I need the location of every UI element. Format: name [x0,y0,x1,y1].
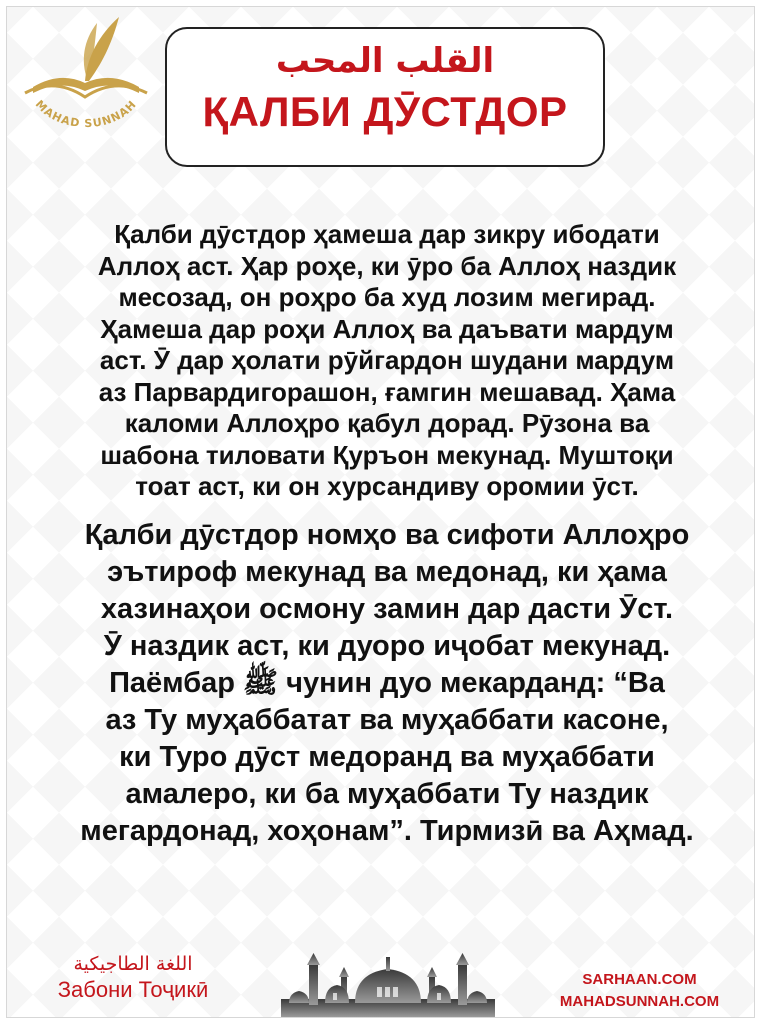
text-line: Қалби дӯстдор ҳамеша дар зикру ибодати [114,219,660,249]
poster-page [6,6,755,1018]
text-line: мегардонад, хоҳонам”. Тирмизӣ ва Аҳмад. [80,814,694,847]
website-sarhaan: SARHAAN.COM [582,971,697,988]
text-line: Ӯ наздик аст, ки дуоро иҷобат мекунад. [103,629,671,662]
footer-websites [537,969,742,1013]
text-line: хазинаҳои осмону замин дар дасти Ӯст. [100,592,674,625]
text-line: аз Парвардигорашон, ғамгин мешавад. Ҳама [98,376,676,407]
logo-caption: MAHAD SUNNAH [32,97,140,131]
quill-icon [84,17,119,81]
language-arabic: اللغة الطاجيكية [73,953,193,975]
svg-text:MAHAD SUNNAH [33,98,139,131]
text-line: аст. Ӯ дар ҳолати рӯйгардон шудани мардум [99,345,675,375]
text-line: аз Ту муҳаббатат ва муҳаббати касоне, [105,703,669,736]
text-line: шабона тиловати Қуръон мекунад. Муштоқи [100,439,674,470]
language-tajik: Забони Тоҷикӣ [57,977,209,1002]
text-line: Қалби дӯстдор номҳо ва сифоти Аллоҳро [84,518,690,551]
mahad-sunnah-logo [15,9,157,139]
title-box [165,27,605,167]
text-line: ки Туро дӯст медоранд ва муҳаббати [119,740,655,773]
paragraph-2 [29,517,745,850]
title-arabic: القلب المحب [275,41,495,81]
paragraph-1 [29,219,745,503]
text-line: тоат аст, ки он хурсандиву оромии ӯст. [135,471,639,501]
text-line: Паёмбар ﷺ чунин дуо мекарданд: “Ва [109,666,665,699]
text-line: каломи Аллоҳро қабул дорад. Рӯзона ва [124,408,650,438]
website-mahadsunnah: MAHADSUNNAH.COM [559,993,720,1010]
body-text [29,219,745,850]
text-line: Аллоҳ аст. Ҳар роҳе, ки ӯро ба Аллоҳ наздик [97,250,677,281]
text-line: Ҳамеша дар роҳи Аллоҳ ва даъвати мардум [100,313,674,344]
text-line: эътироф мекунад ва медонад, ки ҳама [107,555,667,588]
text-line: месозад, он роҳро ба худ лозим мегирад. [118,282,656,312]
title-tajik: ҚАЛБИ ДӮСТДОР [202,88,568,135]
footer-language [33,953,233,1003]
mosque-silhouette-icon [281,947,495,1017]
text-line: амалеро, ки ба муҳаббати Ту наздик [125,777,649,810]
